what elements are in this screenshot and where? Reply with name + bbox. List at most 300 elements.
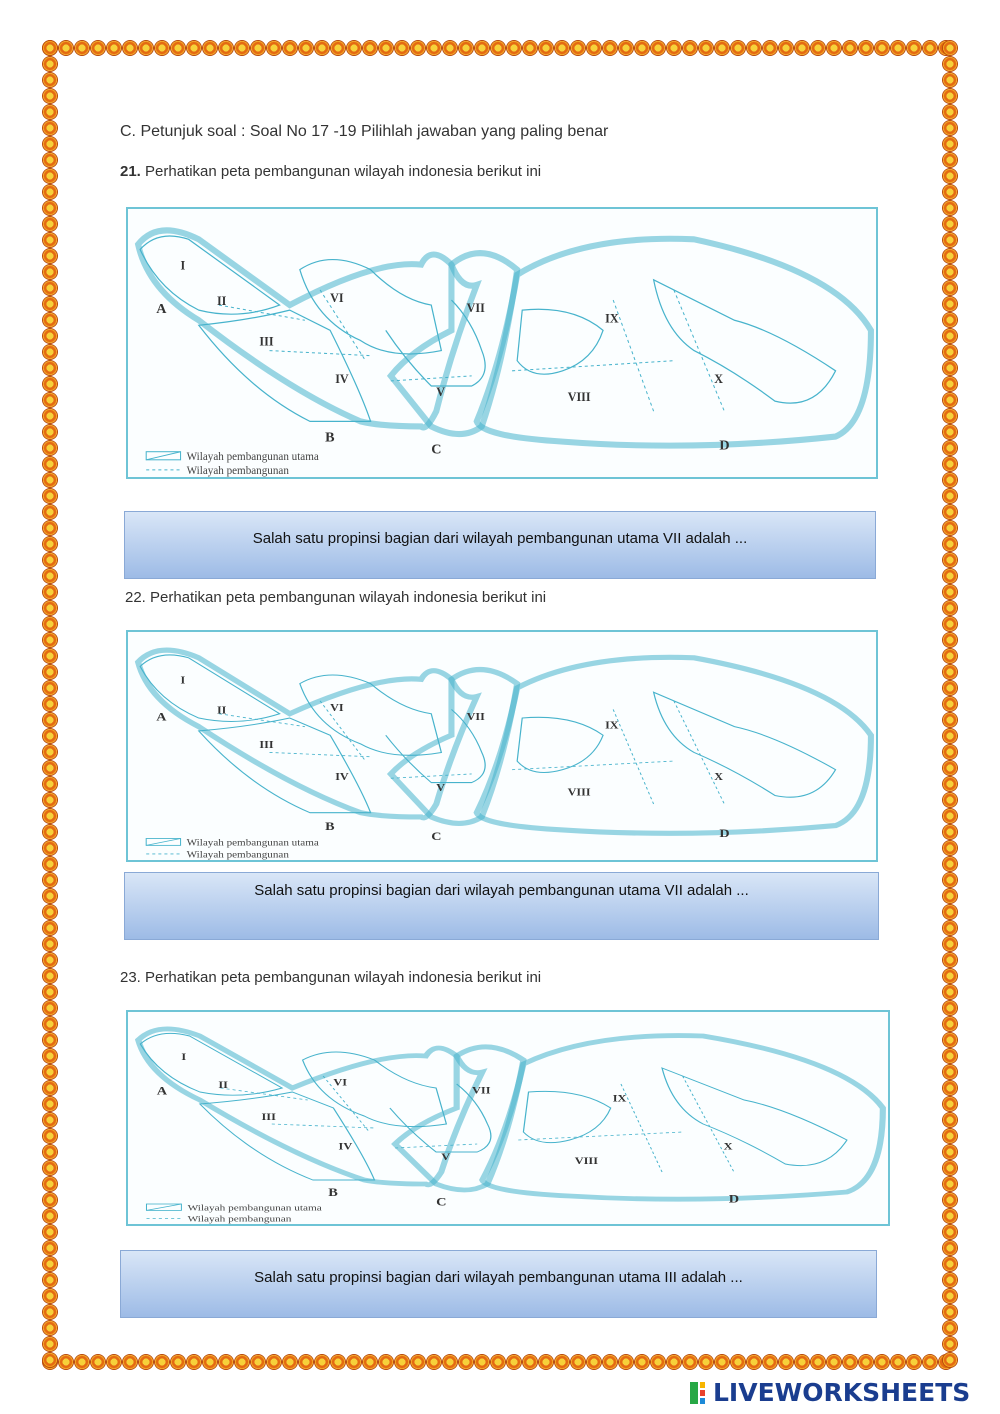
sun-ornament-icon bbox=[943, 169, 957, 183]
sun-ornament-icon bbox=[795, 1355, 809, 1369]
sun-ornament-icon bbox=[187, 1355, 201, 1369]
sun-ornament-icon bbox=[859, 41, 873, 55]
sun-ornament-icon bbox=[299, 41, 313, 55]
sun-ornament-icon bbox=[943, 937, 957, 951]
sun-ornament-icon bbox=[43, 761, 57, 775]
sun-ornament-icon bbox=[43, 777, 57, 791]
sun-ornament-icon bbox=[555, 41, 569, 55]
sun-ornament-icon bbox=[43, 601, 57, 615]
sun-ornament-icon bbox=[943, 1241, 957, 1255]
sun-ornament-icon bbox=[907, 41, 921, 55]
sun-ornament-icon bbox=[43, 457, 57, 471]
map-region-label: D bbox=[719, 825, 730, 840]
sun-ornament-icon bbox=[635, 1355, 649, 1369]
map-region-label: VIII bbox=[567, 787, 591, 799]
sun-ornament-icon bbox=[943, 329, 957, 343]
sun-ornament-icon bbox=[235, 1355, 249, 1369]
sun-ornament-icon bbox=[43, 105, 57, 119]
map-region-label: V bbox=[436, 385, 446, 400]
question-number: 23. bbox=[120, 969, 141, 986]
sun-ornament-icon bbox=[43, 1129, 57, 1143]
sun-ornament-icon bbox=[943, 729, 957, 743]
instruction-text: C. Petunjuk soal : Soal No 17 -19 Pilihlah jawaban yang paling benar bbox=[120, 123, 609, 140]
sun-ornament-icon bbox=[943, 1177, 957, 1191]
sun-ornament-icon bbox=[943, 793, 957, 807]
sun-ornament-icon bbox=[43, 1321, 57, 1335]
sun-ornament-icon bbox=[203, 41, 217, 55]
sun-ornament-icon bbox=[379, 41, 393, 55]
sun-ornament-icon bbox=[795, 41, 809, 55]
sun-ornament-icon bbox=[943, 809, 957, 823]
sun-ornament-icon bbox=[603, 41, 617, 55]
sun-ornament-icon bbox=[347, 1355, 361, 1369]
sun-ornament-icon bbox=[763, 1355, 777, 1369]
sun-ornament-icon bbox=[139, 1355, 153, 1369]
sun-ornament-icon bbox=[43, 441, 57, 455]
sun-ornament-icon bbox=[155, 41, 169, 55]
sun-ornament-icon bbox=[943, 521, 957, 535]
sun-ornament-icon bbox=[943, 1161, 957, 1175]
sun-ornament-icon bbox=[683, 41, 697, 55]
map-region-label: C bbox=[436, 1196, 447, 1209]
sun-ornament-icon bbox=[923, 41, 937, 55]
sun-ornament-icon bbox=[427, 1355, 441, 1369]
map-region-label: III bbox=[261, 1112, 276, 1123]
legend-main-label: Wilayah pembangunan utama bbox=[186, 838, 319, 849]
sun-ornament-icon bbox=[43, 1273, 57, 1287]
map-region-label: I bbox=[181, 1052, 187, 1063]
sun-ornament-icon bbox=[43, 73, 57, 87]
sun-ornament-icon bbox=[943, 569, 957, 583]
sun-ornament-icon bbox=[731, 41, 745, 55]
sun-ornament-icon bbox=[43, 409, 57, 423]
brand-name: LIVEWORKSHEETS bbox=[713, 1378, 971, 1407]
sun-ornament-icon bbox=[43, 633, 57, 647]
sun-ornament-icon bbox=[43, 1033, 57, 1047]
sun-ornament-icon bbox=[43, 569, 57, 583]
map-region-label: B bbox=[328, 1186, 338, 1199]
sun-ornament-icon bbox=[283, 41, 297, 55]
sun-ornament-icon bbox=[43, 1113, 57, 1127]
sun-ornament-icon bbox=[251, 1355, 265, 1369]
sun-ornament-icon bbox=[943, 345, 957, 359]
sun-ornament-icon bbox=[943, 697, 957, 711]
sun-ornament-icon bbox=[843, 41, 857, 55]
sun-ornament-icon bbox=[943, 649, 957, 663]
sun-ornament-icon bbox=[43, 313, 57, 327]
sun-ornament-icon bbox=[667, 1355, 681, 1369]
sun-ornament-icon bbox=[943, 249, 957, 263]
sun-ornament-icon bbox=[943, 153, 957, 167]
map-region-label: A bbox=[156, 1084, 168, 1098]
sun-ornament-icon bbox=[43, 841, 57, 855]
sun-ornament-icon bbox=[943, 921, 957, 935]
sun-ornament-icon bbox=[943, 105, 957, 119]
sun-ornament-icon bbox=[943, 1257, 957, 1271]
sun-ornament-icon bbox=[943, 601, 957, 615]
sun-ornament-icon bbox=[43, 473, 57, 487]
sun-ornament-icon bbox=[943, 425, 957, 439]
map-region-label: X bbox=[714, 771, 724, 783]
sun-ornament-icon bbox=[571, 41, 585, 55]
sun-ornament-icon bbox=[491, 41, 505, 55]
sun-ornament-icon bbox=[523, 41, 537, 55]
sun-ornament-icon bbox=[43, 361, 57, 375]
sun-ornament-icon bbox=[943, 681, 957, 695]
sun-ornament-icon bbox=[943, 1305, 957, 1319]
map-region-label: VII bbox=[466, 711, 485, 723]
sun-ornament-icon bbox=[943, 617, 957, 631]
sun-ornament-icon bbox=[651, 1355, 665, 1369]
sun-ornament-icon bbox=[859, 1355, 873, 1369]
sun-ornament-icon bbox=[43, 713, 57, 727]
sun-ornament-icon bbox=[943, 409, 957, 423]
sun-ornament-icon bbox=[331, 41, 345, 55]
sun-ornament-icon bbox=[43, 265, 57, 279]
sun-ornament-icon bbox=[43, 169, 57, 183]
sun-ornament-icon bbox=[731, 1355, 745, 1369]
sun-ornament-icon bbox=[43, 537, 57, 551]
sun-ornament-icon bbox=[43, 297, 57, 311]
sun-ornament-icon bbox=[43, 329, 57, 343]
liveworksheets-logo bbox=[690, 1378, 990, 1407]
sun-ornament-icon bbox=[91, 1355, 105, 1369]
sun-border-bottom bbox=[40, 1352, 960, 1372]
sun-border-top bbox=[40, 38, 960, 58]
sun-ornament-icon bbox=[107, 1355, 121, 1369]
sun-ornament-icon bbox=[943, 1081, 957, 1095]
sun-ornament-icon bbox=[943, 393, 957, 407]
sun-ornament-icon bbox=[43, 729, 57, 743]
question-text: Perhatikan peta pembangunan wilayah indonesia berikut ini bbox=[150, 589, 547, 606]
sun-ornament-icon bbox=[475, 1355, 489, 1369]
sun-ornament-icon bbox=[779, 41, 793, 55]
sun-ornament-icon bbox=[943, 73, 957, 87]
sun-ornament-icon bbox=[75, 1355, 89, 1369]
sun-ornament-icon bbox=[43, 681, 57, 695]
sun-ornament-icon bbox=[379, 1355, 393, 1369]
sun-ornament-icon bbox=[43, 1049, 57, 1063]
sun-ornament-icon bbox=[43, 281, 57, 295]
sun-ornament-icon bbox=[43, 889, 57, 903]
sun-ornament-icon bbox=[75, 41, 89, 55]
sun-ornament-icon bbox=[395, 41, 409, 55]
sun-ornament-icon bbox=[943, 873, 957, 887]
sun-ornament-icon bbox=[43, 985, 57, 999]
map-region-label: B bbox=[325, 429, 335, 446]
sun-ornament-icon bbox=[43, 377, 57, 391]
sun-ornament-icon bbox=[43, 1305, 57, 1319]
map-region-label: III bbox=[259, 334, 274, 349]
sun-ornament-icon bbox=[43, 137, 57, 151]
sun-ornament-icon bbox=[43, 953, 57, 967]
sun-ornament-icon bbox=[943, 1353, 957, 1367]
sun-ornament-icon bbox=[943, 745, 957, 759]
answer-box[interactable] bbox=[124, 511, 876, 579]
sun-ornament-icon bbox=[123, 1355, 137, 1369]
sun-ornament-icon bbox=[43, 393, 57, 407]
sun-ornament-icon bbox=[347, 41, 361, 55]
liveworksheets-mark-icon bbox=[690, 1382, 710, 1404]
sun-ornament-icon bbox=[523, 1355, 537, 1369]
sun-ornament-icon bbox=[891, 1355, 905, 1369]
sun-ornament-icon bbox=[43, 1257, 57, 1271]
map-region-label: C bbox=[431, 441, 442, 458]
sun-ornament-icon bbox=[715, 41, 729, 55]
map-region-label: III bbox=[259, 739, 274, 751]
sun-ornament-icon bbox=[43, 1001, 57, 1015]
sun-ornament-icon bbox=[699, 41, 713, 55]
map-region-label: X bbox=[714, 371, 724, 386]
sun-ornament-icon bbox=[943, 1097, 957, 1111]
sun-ornament-icon bbox=[943, 969, 957, 983]
indonesia-development-map bbox=[126, 630, 878, 862]
question-text: Perhatikan peta pembangunan wilayah indonesia berikut ini bbox=[145, 163, 542, 180]
legend-minor-label: Wilayah pembangunan bbox=[186, 850, 289, 860]
map-region-label: IX bbox=[605, 720, 619, 732]
sun-ornament-icon bbox=[827, 1355, 841, 1369]
sun-ornament-icon bbox=[875, 41, 889, 55]
map-region-label: V bbox=[436, 782, 446, 794]
sun-ornament-icon bbox=[219, 1355, 233, 1369]
sun-border-left bbox=[40, 38, 60, 1372]
sun-ornament-icon bbox=[943, 1225, 957, 1239]
map-region-label: II bbox=[218, 1080, 228, 1091]
sun-ornament-icon bbox=[943, 1001, 957, 1015]
sun-ornament-icon bbox=[943, 41, 957, 55]
sun-ornament-icon bbox=[43, 1097, 57, 1111]
sun-ornament-icon bbox=[43, 345, 57, 359]
sun-ornament-icon bbox=[943, 1193, 957, 1207]
sun-ornament-icon bbox=[443, 1355, 457, 1369]
sun-ornament-icon bbox=[715, 1355, 729, 1369]
sun-ornament-icon bbox=[459, 1355, 473, 1369]
answer-box[interactable] bbox=[124, 872, 879, 940]
sun-ornament-icon bbox=[299, 1355, 313, 1369]
legend-main-label: Wilayah pembangunan utama bbox=[187, 1203, 322, 1214]
map-region-label: A bbox=[156, 301, 167, 318]
sun-ornament-icon bbox=[943, 1289, 957, 1303]
sun-ornament-icon bbox=[363, 41, 377, 55]
sun-ornament-icon bbox=[811, 41, 825, 55]
answer-box[interactable] bbox=[120, 1250, 877, 1318]
sun-ornament-icon bbox=[43, 233, 57, 247]
sun-ornament-icon bbox=[587, 41, 601, 55]
map-region-label: VI bbox=[333, 1077, 348, 1089]
sun-ornament-icon bbox=[267, 41, 281, 55]
map-region-label: IV bbox=[335, 771, 349, 783]
sun-ornament-icon bbox=[43, 1065, 57, 1079]
map-region-label: VII bbox=[466, 301, 485, 316]
sun-ornament-icon bbox=[943, 473, 957, 487]
sun-ornament-icon bbox=[43, 1353, 57, 1367]
sun-ornament-icon bbox=[43, 249, 57, 263]
sun-ornament-icon bbox=[395, 1355, 409, 1369]
sun-ornament-icon bbox=[43, 89, 57, 103]
sun-ornament-icon bbox=[943, 217, 957, 231]
map-region-label: IX bbox=[605, 311, 619, 326]
sun-ornament-icon bbox=[943, 857, 957, 871]
sun-ornament-icon bbox=[587, 1355, 601, 1369]
sun-ornament-icon bbox=[923, 1355, 937, 1369]
sun-ornament-icon bbox=[943, 1129, 957, 1143]
map-region-label: X bbox=[723, 1141, 733, 1153]
map-region-label: VIII bbox=[567, 390, 591, 405]
sun-ornament-icon bbox=[171, 41, 185, 55]
sun-ornament-icon bbox=[315, 41, 329, 55]
sun-ornament-icon bbox=[943, 89, 957, 103]
sun-ornament-icon bbox=[315, 1355, 329, 1369]
sun-ornament-icon bbox=[43, 1081, 57, 1095]
sun-ornament-icon bbox=[943, 761, 957, 775]
sun-ornament-icon bbox=[943, 585, 957, 599]
sun-ornament-icon bbox=[43, 969, 57, 983]
sun-ornament-icon bbox=[943, 985, 957, 999]
sun-ornament-icon bbox=[139, 41, 153, 55]
map-region-label: V bbox=[441, 1152, 451, 1163]
sun-ornament-icon bbox=[943, 1113, 957, 1127]
sun-ornament-icon bbox=[43, 57, 57, 71]
sun-ornament-icon bbox=[43, 617, 57, 631]
sun-ornament-icon bbox=[943, 825, 957, 839]
sun-ornament-icon bbox=[779, 1355, 793, 1369]
sun-ornament-icon bbox=[943, 361, 957, 375]
sun-ornament-icon bbox=[943, 265, 957, 279]
map-region-label: B bbox=[325, 818, 335, 833]
sun-ornament-icon bbox=[235, 41, 249, 55]
sun-ornament-icon bbox=[943, 377, 957, 391]
sun-ornament-icon bbox=[891, 41, 905, 55]
question-22-title bbox=[125, 589, 546, 606]
sun-ornament-icon bbox=[43, 1337, 57, 1351]
sun-ornament-icon bbox=[843, 1355, 857, 1369]
sun-ornament-icon bbox=[827, 41, 841, 55]
sun-ornament-icon bbox=[943, 201, 957, 215]
sun-ornament-icon bbox=[943, 1321, 957, 1335]
sun-ornament-icon bbox=[43, 521, 57, 535]
sun-ornament-icon bbox=[875, 1355, 889, 1369]
sun-ornament-icon bbox=[943, 505, 957, 519]
sun-ornament-icon bbox=[43, 1177, 57, 1191]
map-region-label: IV bbox=[338, 1141, 353, 1153]
sun-ornament-icon bbox=[651, 41, 665, 55]
sun-ornament-icon bbox=[427, 41, 441, 55]
question-number: 21. bbox=[120, 163, 141, 180]
sun-ornament-icon bbox=[943, 233, 957, 247]
map-region-label: II bbox=[216, 294, 227, 309]
sun-ornament-icon bbox=[943, 281, 957, 295]
map-region-label: C bbox=[431, 829, 442, 843]
sun-ornament-icon bbox=[43, 1145, 57, 1159]
answer-prompt: Salah satu propinsi bagian dari wilayah pembangunan utama III adalah ... bbox=[254, 1269, 743, 1286]
sun-ornament-icon bbox=[943, 905, 957, 919]
sun-ornament-icon bbox=[43, 649, 57, 663]
map-region-label: II bbox=[216, 705, 227, 717]
sun-ornament-icon bbox=[943, 537, 957, 551]
sun-ornament-icon bbox=[811, 1355, 825, 1369]
sun-ornament-icon bbox=[43, 1193, 57, 1207]
question-21-title bbox=[120, 163, 541, 180]
sun-ornament-icon bbox=[943, 185, 957, 199]
sun-ornament-icon bbox=[43, 1289, 57, 1303]
sun-ornament-icon bbox=[943, 121, 957, 135]
sun-ornament-icon bbox=[155, 1355, 169, 1369]
sun-ornament-icon bbox=[43, 153, 57, 167]
sun-ornament-icon bbox=[443, 41, 457, 55]
sun-ornament-icon bbox=[43, 697, 57, 711]
sun-ornament-icon bbox=[943, 1145, 957, 1159]
sun-ornament-icon bbox=[43, 201, 57, 215]
sun-ornament-icon bbox=[171, 1355, 185, 1369]
sun-ornament-icon bbox=[943, 1017, 957, 1031]
sun-ornament-icon bbox=[43, 553, 57, 567]
legend-minor-label: Wilayah pembangunan bbox=[187, 1214, 292, 1224]
sun-ornament-icon bbox=[943, 665, 957, 679]
sun-ornament-icon bbox=[43, 921, 57, 935]
sun-ornament-icon bbox=[107, 41, 121, 55]
sun-ornament-icon bbox=[943, 57, 957, 71]
map-drawing bbox=[128, 209, 876, 477]
sun-ornament-icon bbox=[43, 873, 57, 887]
sun-ornament-icon bbox=[943, 953, 957, 967]
answer-prompt: Salah satu propinsi bagian dari wilayah pembangunan utama VII adalah ... bbox=[254, 882, 749, 899]
sun-ornament-icon bbox=[943, 1337, 957, 1351]
sun-ornament-icon bbox=[943, 297, 957, 311]
map-drawing bbox=[128, 1012, 888, 1224]
sun-ornament-icon bbox=[123, 41, 137, 55]
question-text: Perhatikan peta pembangunan wilayah indonesia berikut ini bbox=[145, 969, 542, 986]
indonesia-development-map bbox=[126, 207, 878, 479]
sun-ornament-icon bbox=[943, 841, 957, 855]
sun-ornament-icon bbox=[555, 1355, 569, 1369]
sun-ornament-icon bbox=[635, 41, 649, 55]
sun-ornament-icon bbox=[43, 905, 57, 919]
map-region-label: VI bbox=[330, 291, 344, 306]
sun-ornament-icon bbox=[43, 1209, 57, 1223]
sun-ornament-icon bbox=[43, 1241, 57, 1255]
sun-ornament-icon bbox=[43, 1161, 57, 1175]
sun-ornament-icon bbox=[619, 41, 633, 55]
sun-ornament-icon bbox=[491, 1355, 505, 1369]
sun-ornament-icon bbox=[59, 41, 73, 55]
sun-ornament-icon bbox=[943, 1049, 957, 1063]
sun-ornament-icon bbox=[43, 1225, 57, 1239]
sun-ornament-icon bbox=[43, 1017, 57, 1031]
sun-ornament-icon bbox=[907, 1355, 921, 1369]
sun-ornament-icon bbox=[43, 121, 57, 135]
sun-ornament-icon bbox=[363, 1355, 377, 1369]
answer-prompt: Salah satu propinsi bagian dari wilayah pembangunan utama VII adalah ... bbox=[252, 530, 748, 547]
sun-ornament-icon bbox=[411, 1355, 425, 1369]
indonesia-development-map bbox=[126, 1010, 890, 1226]
sun-ornament-icon bbox=[43, 809, 57, 823]
sun-ornament-icon bbox=[507, 41, 521, 55]
sun-ornament-icon bbox=[475, 41, 489, 55]
question-23-title bbox=[120, 969, 541, 986]
sun-ornament-icon bbox=[267, 1355, 281, 1369]
sun-ornament-icon bbox=[43, 505, 57, 519]
sun-ornament-icon bbox=[943, 1033, 957, 1047]
sun-ornament-icon bbox=[507, 1355, 521, 1369]
sun-ornament-icon bbox=[283, 1355, 297, 1369]
sun-ornament-icon bbox=[251, 41, 265, 55]
map-region-label: VII bbox=[472, 1085, 491, 1097]
map-region-label: I bbox=[180, 258, 186, 273]
map-region-label: D bbox=[719, 437, 730, 454]
sun-ornament-icon bbox=[459, 41, 473, 55]
sun-ornament-icon bbox=[763, 41, 777, 55]
sun-ornament-icon bbox=[667, 41, 681, 55]
